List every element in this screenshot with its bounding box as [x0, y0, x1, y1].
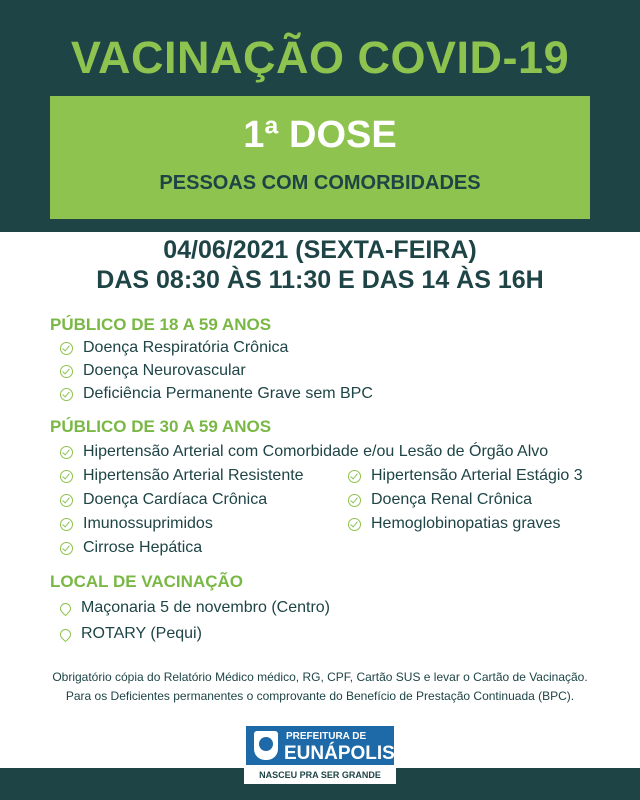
group2-title: PÚBLICO DE 30 A 59 ANOS [50, 417, 272, 436]
check-circle-icon [60, 542, 73, 555]
list-item: Hemoglobinopatias graves [348, 515, 560, 533]
list-item: Doença Neurovascular [60, 362, 246, 380]
list-item: Hipertensão Arterial com Comorbidade e/ou Lesão de Órgão Alvo [60, 443, 548, 461]
schedule-date: 04/06/2021 (SEXTA-FEIRA) [163, 236, 477, 264]
dose-title: 1ª DOSE [243, 114, 397, 156]
note-line: Obrigatório cópia do Relatório Médico médico, RG, CPF, Cartão SUS e levar o Cartão de Vacinação. [52, 670, 588, 684]
prefeitura-logo [244, 724, 396, 784]
list-item: Cirrose Hepática [60, 539, 202, 557]
logo-slogan: NASCEU PRA SER GRANDE [244, 767, 396, 784]
note-line: Para os Deficientes permanentes o comprovante do Benefício de Prestação Continuada (BPC). [65, 689, 575, 703]
dose-box [50, 96, 590, 219]
list-item: Doença Respiratória Crônica [60, 339, 288, 357]
check-circle-icon [60, 470, 73, 483]
location-item: ROTARY (Pequi) [60, 625, 202, 643]
list-item: Imunossuprimidos [60, 515, 213, 533]
check-circle-icon [348, 470, 361, 483]
list-item: Doença Cardíaca Crônica [60, 491, 267, 509]
check-circle-icon [60, 518, 73, 531]
check-circle-icon [348, 518, 361, 531]
location-title: LOCAL DE VACINAÇÃO [50, 572, 243, 591]
location-item: Maçonaria 5 de novembro (Centro) [60, 599, 330, 617]
group1-title: PÚBLICO DE 18 A 59 ANOS [50, 315, 272, 334]
main-title: VACINAÇÃO COVID-19 [70, 32, 570, 83]
check-circle-icon [60, 494, 73, 507]
map-pin-icon [58, 626, 74, 642]
check-circle-icon [60, 365, 73, 378]
logo-badge [244, 724, 396, 767]
list-item: Hipertensão Arterial Estágio 3 [348, 467, 583, 485]
list-item: Hipertensão Arterial Resistente [60, 467, 304, 485]
dose-subtitle: PESSOAS COM COMORBIDADES [159, 172, 481, 194]
crest-icon [254, 731, 278, 760]
check-circle-icon [60, 342, 73, 355]
check-circle-icon [60, 388, 73, 401]
map-pin-icon [58, 600, 74, 616]
logo-line1: PREFEITURA DE [286, 731, 367, 742]
check-circle-icon [348, 494, 361, 507]
list-item: Deficiência Permanente Grave sem BPC [60, 385, 373, 403]
list-item: Doença Renal Crônica [348, 491, 532, 509]
logo-line2: EUNÁPOLIS [284, 743, 395, 764]
check-circle-icon [60, 446, 73, 459]
schedule-hours: DAS 08:30 ÀS 11:30 E DAS 14 ÀS 16H [96, 266, 544, 294]
